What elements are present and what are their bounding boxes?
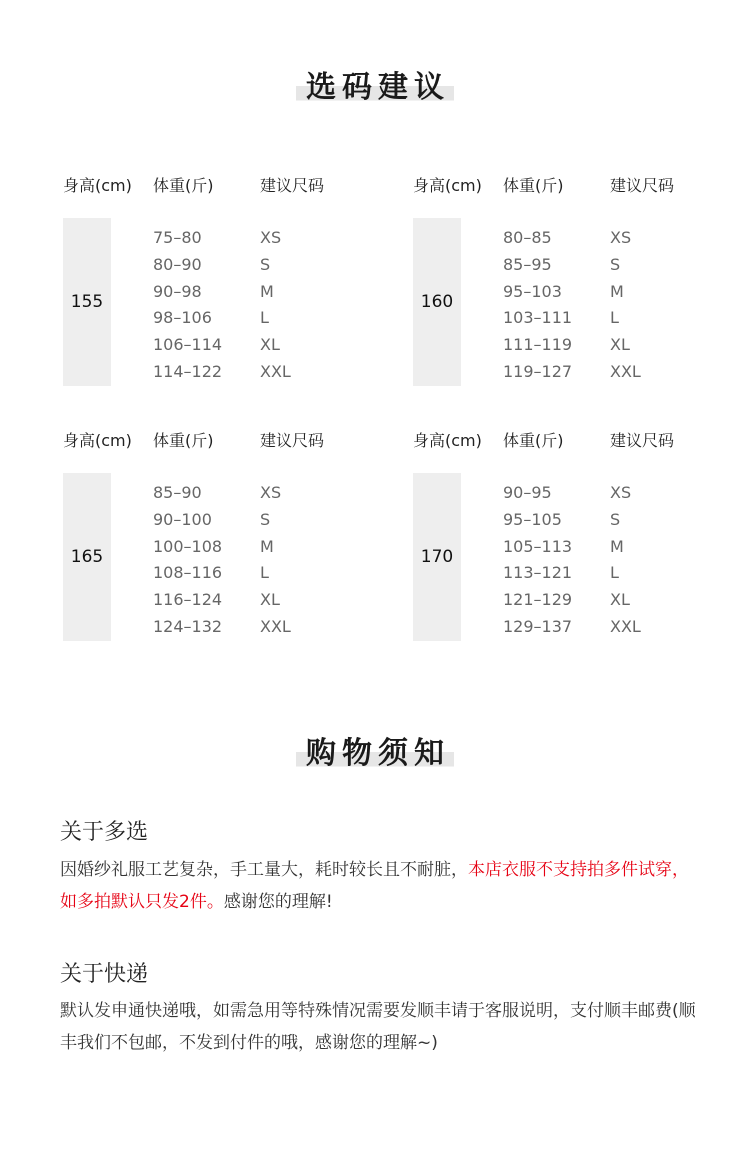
size-table-165 bbox=[63, 428, 363, 658]
size-row bbox=[503, 305, 723, 332]
weight-range: 85–95 bbox=[503, 254, 552, 274]
size-row bbox=[153, 480, 373, 507]
header-height: 身高(cm) bbox=[413, 431, 482, 450]
weight-range: 119–127 bbox=[503, 361, 573, 381]
size-table-155 bbox=[63, 173, 363, 403]
size-row bbox=[153, 507, 373, 534]
size-row bbox=[503, 225, 723, 252]
size-label: XL bbox=[610, 335, 630, 355]
size-row bbox=[503, 587, 723, 614]
size-label: XXL bbox=[260, 616, 291, 636]
size-label: XXL bbox=[610, 361, 641, 381]
weight-range: 121–129 bbox=[503, 590, 573, 610]
shopping-notice-title: 购物须知 bbox=[0, 728, 750, 772]
size-label: S bbox=[260, 509, 271, 529]
weight-range: 98–106 bbox=[153, 308, 212, 328]
header-size: 建议尺码 bbox=[610, 176, 675, 195]
notice-text-express: 默认发申通快递哦，如需急用等特殊情况需要发顺丰请于客服说明，支付顺丰邮费(顺丰我们不包邮，不发到付件的哦，感谢您的理解~) bbox=[60, 1001, 696, 1053]
weight-range: 90–95 bbox=[503, 483, 552, 502]
weight-range: 124–132 bbox=[153, 616, 223, 636]
size-row bbox=[153, 252, 373, 279]
header-weight: 体重(斤) bbox=[503, 176, 564, 195]
notice-heading-multi: 关于多选 bbox=[60, 820, 149, 845]
size-label: M bbox=[260, 281, 274, 301]
weight-range: 105–113 bbox=[503, 536, 573, 556]
size-label: L bbox=[260, 563, 269, 583]
size-label: XXL bbox=[260, 361, 291, 381]
size-label: S bbox=[260, 254, 271, 274]
height-value-cell: 170 bbox=[413, 473, 461, 641]
weight-range: 75–80 bbox=[153, 228, 202, 247]
size-label: M bbox=[260, 536, 274, 556]
size-label: XL bbox=[260, 590, 280, 610]
weight-range: 80–90 bbox=[153, 254, 202, 274]
size-label: M bbox=[610, 281, 624, 301]
size-label: XS bbox=[260, 483, 282, 502]
size-row bbox=[503, 507, 723, 534]
weight-range: 90–100 bbox=[153, 509, 212, 529]
size-label: L bbox=[260, 308, 269, 328]
size-row bbox=[503, 614, 723, 641]
weight-range: 129–137 bbox=[503, 616, 573, 636]
header-weight: 体重(斤) bbox=[153, 176, 214, 195]
size-row bbox=[153, 560, 373, 587]
size-rows bbox=[153, 225, 373, 386]
size-guide-title: 选码建议 bbox=[0, 62, 750, 106]
size-label: M bbox=[610, 536, 624, 556]
weight-range: 116–124 bbox=[153, 590, 223, 610]
size-row bbox=[153, 614, 373, 641]
size-label: XL bbox=[610, 590, 630, 610]
height-value-cell: 165 bbox=[63, 473, 111, 641]
header-size: 建议尺码 bbox=[260, 431, 325, 450]
size-label: XS bbox=[610, 228, 632, 247]
weight-range: 103–111 bbox=[503, 308, 573, 328]
weight-range: 113–121 bbox=[503, 563, 573, 583]
size-row bbox=[153, 359, 373, 386]
notice-heading-express: 关于快递 bbox=[60, 962, 149, 987]
size-label: XS bbox=[610, 483, 632, 502]
header-weight: 体重(斤) bbox=[153, 431, 214, 450]
size-row bbox=[503, 560, 723, 587]
size-rows bbox=[503, 480, 723, 641]
size-table-170 bbox=[413, 428, 713, 658]
size-rows bbox=[153, 480, 373, 641]
size-table-160 bbox=[413, 173, 713, 403]
size-label: XXL bbox=[610, 616, 641, 636]
size-label: L bbox=[610, 308, 619, 328]
size-row bbox=[153, 279, 373, 306]
header-height: 身高(cm) bbox=[63, 176, 132, 195]
size-rows bbox=[503, 225, 723, 386]
header-size: 建议尺码 bbox=[610, 431, 675, 450]
notice-text-multi: 因婚纱礼服工艺复杂，手工量大，耗时较长且不耐脏，本店衣服不支持拍多件试穿，如多拍默认只发2件。感谢您的理解! bbox=[60, 860, 689, 912]
header-weight: 体重(斤) bbox=[503, 431, 564, 450]
weight-range: 90–98 bbox=[153, 281, 202, 301]
weight-range: 80–85 bbox=[503, 228, 552, 247]
weight-range: 95–105 bbox=[503, 509, 562, 529]
height-value-cell: 160 bbox=[413, 218, 461, 386]
notice-highlight: 本店衣服不支持拍多件试穿，如多拍默认只发2件。 bbox=[60, 860, 689, 912]
size-row bbox=[503, 279, 723, 306]
size-label: S bbox=[610, 254, 621, 274]
header-height: 身高(cm) bbox=[63, 431, 132, 450]
size-label: XL bbox=[260, 335, 280, 355]
weight-range: 85–90 bbox=[153, 483, 202, 502]
height-value-cell: 155 bbox=[63, 218, 111, 386]
weight-range: 100–108 bbox=[153, 536, 223, 556]
weight-range: 106–114 bbox=[153, 335, 223, 355]
header-height: 身高(cm) bbox=[413, 176, 482, 195]
header-size: 建议尺码 bbox=[260, 176, 325, 195]
size-row bbox=[153, 305, 373, 332]
weight-range: 95–103 bbox=[503, 281, 562, 301]
size-row bbox=[503, 332, 723, 359]
size-row bbox=[153, 534, 373, 561]
weight-range: 108–116 bbox=[153, 563, 223, 583]
size-row bbox=[503, 252, 723, 279]
size-row bbox=[153, 587, 373, 614]
size-row bbox=[503, 480, 723, 507]
size-row bbox=[153, 332, 373, 359]
size-label: S bbox=[610, 509, 621, 529]
size-row bbox=[503, 359, 723, 386]
weight-range: 111–119 bbox=[503, 335, 573, 355]
size-label: L bbox=[610, 563, 619, 583]
weight-range: 114–122 bbox=[153, 361, 223, 381]
size-row bbox=[503, 534, 723, 561]
size-label: XS bbox=[260, 228, 282, 247]
size-row bbox=[153, 225, 373, 252]
